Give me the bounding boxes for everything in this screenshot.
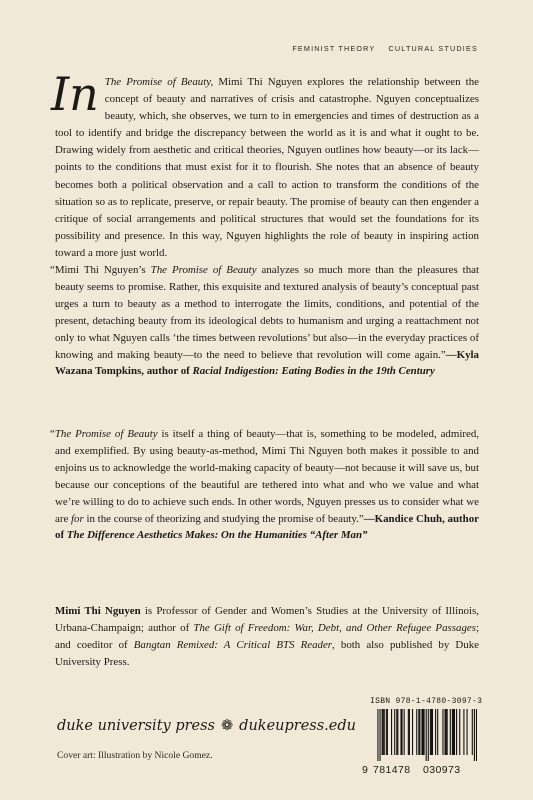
barcode-bar [416, 709, 417, 755]
barcode-bar [476, 709, 477, 761]
barcode-bar [442, 709, 443, 755]
barcode-bar [382, 709, 383, 755]
publisher-flower-icon: ❁ [221, 718, 234, 734]
author-name: Mimi Thi Nguyen [55, 605, 141, 617]
bio-book-2: Bangtan Remixed: A Critical BTS Reader [133, 639, 333, 652]
barcode-bar [444, 709, 445, 755]
barcode-bar [397, 709, 398, 755]
barcode-digits-left: 781478 [373, 764, 411, 776]
subject-cultural-studies: CULTURAL STUDIES [388, 44, 478, 53]
barcode-bar [383, 709, 384, 755]
blurb-chuh [50, 426, 480, 544]
isbn-label: ISBN 978-1-4780-3097-3 [370, 697, 483, 706]
blurb-text: analyzes so much more than the pleasures that beauty seems to promise. Rather, this exquisite and textured analysis of beauty’s conceptual past urges a turn to beauty as a method to interrogate the limits, conditions, and potential of the present, detaching beauty from its ideological debts to humanism and urging a reattachment not only to what Nguyen calls ‘the times between revolutions’ but also—in the everyday practices of knowing and making beauty—to the need to believe that revolution will come again.” [55, 264, 480, 361]
barcode-bar [408, 709, 409, 755]
author-bio [55, 603, 479, 671]
barcode-bar [430, 709, 431, 755]
book-description [51, 67, 479, 262]
barcode-bar [454, 709, 455, 755]
barcode-bar [472, 709, 473, 755]
description-text: Mimi Thi Nguyen explores the relationship between the concept of beauty and narratives of crisis and catastrophe. Nguyen conceptualizes beauty, which, she observes, we turn to in emergencies and times of destruction as a tool to identify and bridge the discrepancy between the world as it is and what it ought to be. Drawing widely from aesthetic and critical theories, Nguyen outlines how beauty—or its lack—points to the conditions that must exist for it to flourish. She notes that an absence of beauty becomes both a political observation and a call to action to transform the conditions of the situation so as to replicate, preserve, or repair beauty. The promise of beauty can then engender a critique of social arrangements and political structures that would set the foundations for its possibility and presence. In this way, Nguyen highlights the role of beauty in inspiring action toward a more just world. [55, 76, 479, 259]
barcode-bar [386, 709, 387, 755]
blurb-title: The Promise of Beauty [54, 428, 158, 440]
blurb-attribution-book: Racial Indigestion: Eating Bodies in the 19th Century [192, 365, 435, 378]
barcode-bar [426, 709, 427, 761]
barcode-bar [402, 709, 403, 755]
subject-feminist-theory: FEMINIST THEORY [292, 44, 376, 53]
blurb-for-word: for [71, 512, 84, 525]
blurb-text-1: is itself a thing of beauty—that is, something to be modeled, admired, and exemplified. By using beauty-as-method, Mimi Thi Nguyen both makes it possible to and enjoins us to acknowledge the world-making capacity of beauty—not because it will save us, but because our conceptions of the beautiful are tethered into what and who we value and what we’re willing to do to achieve such ends. In other words, Nguyen presses us to consider what we are [55, 428, 479, 525]
barcode-bar [435, 709, 436, 755]
subject-categories [292, 44, 478, 53]
barcode-bar [394, 709, 395, 755]
barcode-bar [424, 709, 425, 755]
barcode-bar [377, 709, 378, 761]
blurb-title: The Promise of Beauty [150, 264, 257, 276]
drop-cap: In [51, 67, 99, 121]
publisher-name: duke university press [57, 718, 215, 734]
barcode-bar [419, 709, 420, 755]
cover-art-credit: Cover art: Illustration by Nicole Gomez. [57, 750, 213, 761]
blurb-text-2: in the course of theorizing and studying the promise of beauty.” [83, 512, 364, 525]
barcode-bar [409, 709, 410, 755]
barcode-digit-lead: 9 [362, 764, 369, 776]
barcode-bar [456, 709, 457, 755]
barcode-icon [369, 709, 477, 761]
barcode-bar [452, 709, 453, 755]
barcode-bar [447, 709, 448, 755]
barcode-bar [474, 709, 475, 761]
barcode-bar [384, 709, 385, 755]
barcode-bar [431, 709, 432, 755]
blurb-tompkins [50, 262, 480, 380]
barcode-bar [412, 709, 413, 755]
barcode-bar [396, 709, 397, 755]
barcode-bar [432, 709, 433, 755]
barcode-bar [400, 709, 401, 755]
barcode-bar [437, 709, 438, 755]
barcode-bar [450, 709, 451, 755]
quote-open: “ [50, 428, 55, 440]
barcode-bar [404, 709, 405, 755]
barcode-bar [391, 709, 392, 755]
publisher-url: dukeupress.edu [239, 718, 356, 734]
blurb-attribution: —Kyla Wazana Tompkins, author of [55, 348, 479, 378]
bio-text-3: , both also published by Duke University Press. [55, 639, 479, 669]
barcode-bar [467, 709, 468, 755]
barcode-bar [446, 709, 447, 755]
barcode-bar [421, 709, 422, 755]
bio-text-2: ; and coeditor of [55, 622, 479, 652]
blurb-attribution: —Kandice Chuh, author of [55, 512, 480, 542]
publisher-imprint [57, 718, 356, 734]
bio-text-1: is Professor of Gender and Women’s Studies at the University of Illinois, Urbana-Champaign; author of [55, 605, 479, 635]
barcode-bar [459, 709, 460, 755]
barcode-bar [418, 709, 419, 755]
barcode-bar [422, 709, 423, 755]
bio-book-1: The Gift of Freedom: War, Debt, and Other Refugee Passages [193, 622, 476, 635]
blurb-attribution-book: The Difference Aesthetics Makes: On the Humanities “After Man” [66, 529, 368, 542]
quote-open: “Mimi Thi Nguyen’s [50, 264, 151, 276]
barcode-bar [463, 709, 464, 755]
description-title: The Promise of Beauty, [104, 76, 214, 88]
barcode-bar [387, 709, 388, 755]
barcode-digits-right: 030973 [423, 764, 461, 776]
barcode-bar [453, 709, 454, 755]
barcode-bar [428, 709, 429, 761]
barcode-bar [379, 709, 380, 761]
